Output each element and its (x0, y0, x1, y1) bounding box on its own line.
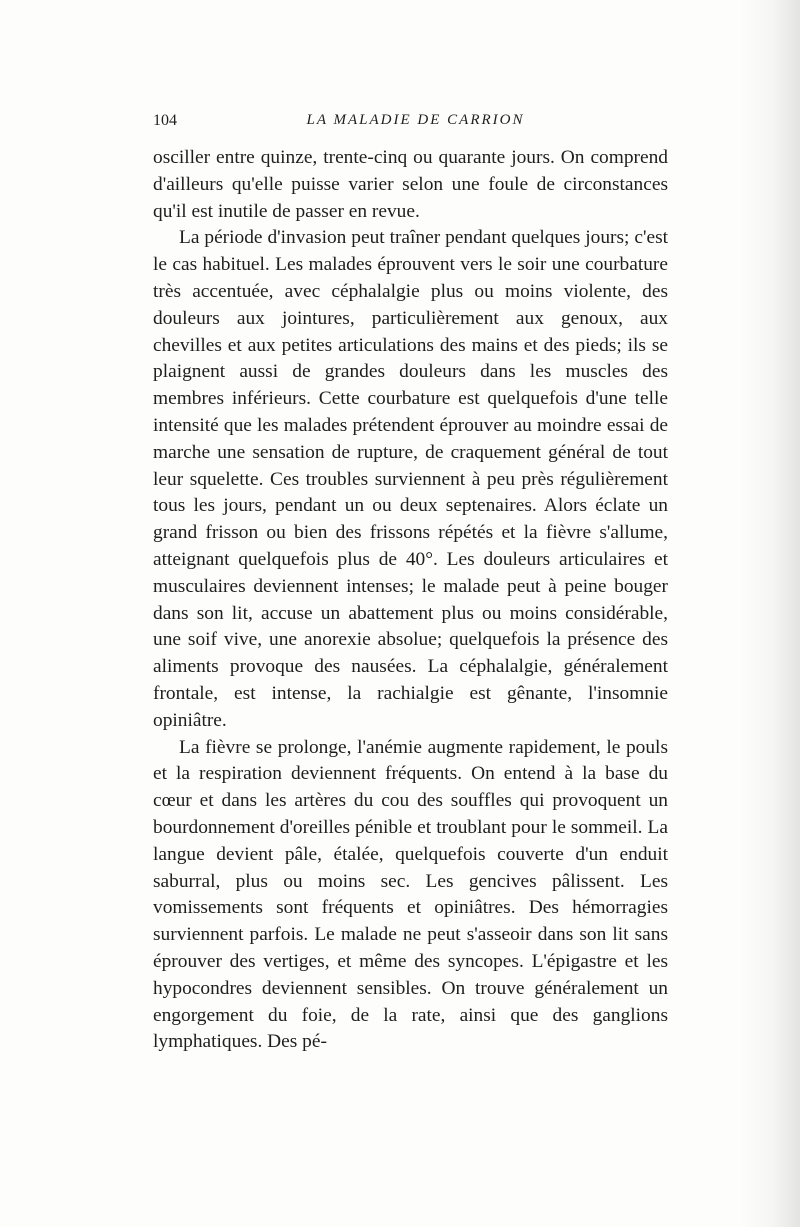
running-head (153, 112, 668, 134)
paragraph-continuation: osciller entre quinze, trente-cinq ou quarante jours. On comprend d'ailleurs qu'elle puisse varier selon une foule de circonstances qu'il est inutile de passer en revue. (153, 147, 668, 222)
running-title: LA MALADIE DE CARRION (306, 112, 525, 128)
paragraph-invasion-period: La période d'invasion peut traîner pendant quelques jours; c'est le cas habituel. Les malades éprouvent vers le soir une courbature très accentuée, avec céphalalgie plus ou moins violente, des douleurs aux jointures, particulièrement aux genoux, aux chevilles et aux petites articulations des mains et des pieds; ils se plaignent aussi de grandes douleurs dans les muscles des membres inférieurs. Cette courbature est quelquefois d'une telle intensité que les malades prétendent éprouver au moindre essai de marche une sensation de rupture, de craquement général de tout leur squelette. Ces troubles surviennent à peu près régulièrement tous les jours, pendant un ou deux septenaires. Alors éclate un grand frisson ou bien des frissons répétés et la fièvre s'allume, atteignant quelquefois plus de 40°. Les douleurs articulaires et musculaires deviennent intenses; le malade peut à peine bouger dans son lit, accuse un abattement plus ou moins considérable, une soif vive, une anorexie absolue; quelquefois la présence des aliments provoque des nausées. La céphalalgie, généralement frontale, est intense, la rachialgie est gênante, l'insomnie opiniâtre. (153, 227, 668, 731)
page-edge-shadow (740, 0, 800, 1227)
body-text (153, 145, 668, 1056)
paragraph-fever-progression: La fièvre se prolonge, l'anémie augmente rapidement, le pouls et la respiration deviennent fréquents. On entend à la base du cœur et dans les artères du cou des souffles qui provoquent un bourdonnement d'oreilles pénible et troublant pour le sommeil. La langue devient pâle, étalée, quelquefois couverte d'un enduit saburral, plus ou moins sec. Les gencives pâlissent. Les vomissements sont fréquents et opiniâtres. Des hémorragies surviennent parfois. Le malade ne peut s'asseoir dans son lit sans éprouver des vertiges, et même des syncopes. L'épigastre et les hypocondres deviennent sensibles. On trouve généralement un engorgement du foie, de la rate, ainsi que des ganglions lymphatiques. Des pé- (153, 736, 668, 1053)
page-number: 104 (153, 112, 177, 129)
